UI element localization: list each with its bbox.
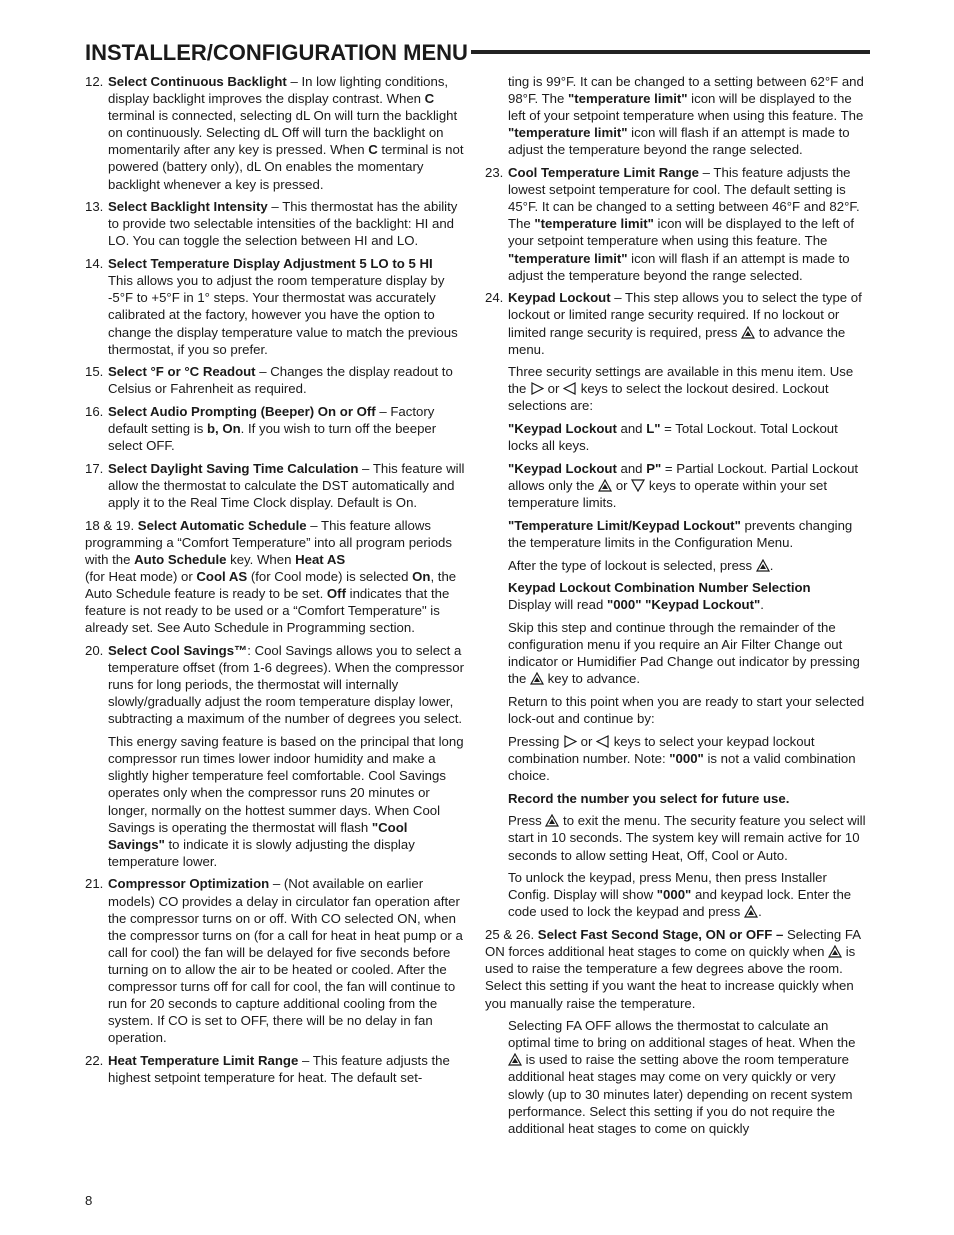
item-text: . If you wish to turn off the beeper select OFF.: [108, 421, 437, 454]
display-text: "Temperature Limit/Keypad Lockout": [508, 517, 741, 533]
item-text: .: [758, 904, 762, 920]
item-text: keys to operate within your set temperature limits.: [508, 478, 828, 511]
item-number: 15.: [85, 364, 104, 380]
left-triangle-icon: [563, 382, 577, 395]
list-item-25-26: [485, 926, 869, 1137]
item-text: keys to select your keypad lockout combination number. Note:: [508, 733, 815, 766]
item-title: Select Automatic Schedule: [137, 517, 307, 533]
item-text: keys to select the lockout desired. Lockout selections are:: [508, 381, 829, 414]
list-item-20: [85, 642, 465, 870]
item-text: – This feature will allow the thermostat to calculate the DST automatically and apply it to the Real Time Clock display. Default is On.: [108, 460, 465, 511]
up-triangle-icon: [545, 814, 559, 827]
item-text: is not a valid combination choice.: [508, 750, 856, 783]
list-item-23: [485, 164, 869, 284]
up-triangle-icon: [744, 905, 758, 918]
item-number: 21.: [85, 876, 104, 892]
item-text: – This feature adjusts the lowest setpoint temperature for cool. The default setting is 45°F. It can be changed to a setting between 46°F and 82°F. The: [508, 165, 860, 232]
display-text: P": [646, 460, 662, 476]
item-text: (for Heat mode) or: [85, 569, 197, 585]
item-title: Select °F or °C Readout: [108, 364, 256, 380]
display-text: "000" "Keypad Lockout": [606, 597, 761, 613]
emphasis-note: Record the number you select for future use.: [508, 790, 790, 806]
item-number: 23.: [485, 165, 504, 181]
item-title: Select Backlight Intensity: [108, 199, 268, 215]
default-value: b, On: [206, 421, 241, 437]
display-text: "temperature limit": [568, 91, 688, 107]
item-text: = Partial Lockout. Partial Lockout allows only the: [508, 460, 859, 494]
item-text: Return to this point when you are ready to start your selected lock-out and continue by:: [508, 694, 865, 727]
item-text: This allows you to adjust the room temperature display by -5°F to +5°F in 1° steps. Your thermostat was accurately calibrated at the factory, however you have the option to change the display temperature value to match the previous thermostat, if you so prefer.: [108, 273, 458, 357]
item-text: to indicate it is slowly adjusting the display temperature lower.: [108, 836, 415, 869]
item-text: This energy saving feature is based on the principal that long compressor run times lower indoor humidity and make a slightly higher temperature feel comfortable. Cool Savings operates only when the compressor runs 20 minutes or longer, normally on the hottest summer days. When Cool Savings is operating the thermostat will flash: [108, 734, 464, 835]
up-triangle-icon: [530, 672, 544, 685]
display-text: "000": [669, 750, 704, 766]
item-text: – In low lighting conditions, display backlight improves the display contrast. When: [108, 74, 449, 107]
item-number: 24.: [485, 290, 504, 306]
right-triangle-icon: [530, 382, 544, 395]
list-item-13: [85, 198, 465, 249]
item-title: Select Audio Prompting (Beeper) On or Off: [108, 404, 376, 420]
right-triangle-icon: [563, 735, 577, 748]
item-number: 25 & 26.: [485, 927, 538, 943]
list-item-17: [85, 460, 465, 511]
up-triangle-icon: [741, 326, 755, 339]
item-text: and: [616, 460, 647, 476]
down-triangle-icon: [631, 479, 645, 492]
item-text: Skip this step and continue through the remainder of the configuration menu if you require an Air Filter Change out indicator or Humidifier Pad Change out indicator by pressing the: [508, 620, 860, 687]
terminal-label: C: [424, 91, 435, 107]
item-text: – This feature allows programming a “Comfort Temperature” into all program periods with the: [85, 517, 452, 567]
item-title: Cool Temperature Limit Range: [508, 165, 699, 181]
item-number: 18 & 19.: [85, 517, 138, 533]
item-number: 14.: [85, 256, 104, 272]
display-text: "temperature limit": [508, 125, 628, 141]
display-text: "temperature limit": [534, 216, 654, 232]
item-text: to advance the menu.: [508, 324, 846, 357]
item-text: Display will read: [508, 597, 607, 613]
item-number: 17.: [85, 460, 104, 476]
item-text: : Cool Savings allows you to select a temperature offset (from 1-6 degrees). When the compressor runs for long periods, the thermostat will internally slowly/gradually adjust the room temperature display lower, subtracting a maximum of the number of degrees you select.: [108, 643, 464, 727]
list-item-21: [85, 875, 465, 1046]
item-text: icon will be displayed to the left of your setpoint temperature when using this feature. The: [508, 216, 855, 249]
left-triangle-icon: [596, 735, 610, 748]
item-text: key to advance.: [544, 671, 641, 687]
item-text: Pressing: [508, 733, 563, 749]
item-number: 20.: [85, 643, 104, 659]
display-text: "Cool Savings": [108, 819, 408, 852]
right-column: [485, 73, 869, 1142]
item-text: or: [576, 733, 597, 749]
item-text: – (Not available on earlier models) CO provides a delay in circulator fan operation after the compressor turns on or off. With CO selected ON, when the compressor turns on (for a call for heat in heat pump or a call for cool) the fan will be delayed for five seconds before turning on to allow the air to be heated or cooled. After the compressor turns off for call for cool, the fan will continue to run for 20 seconds to capture additional cooling from the system. If CO is set to OFF, there will be no delay in fan operation.: [108, 876, 463, 1046]
item-text: is used to raise the temperature a few degrees above the room. Select this setting if you want the heat to increase quickly when you manually raise the temperature.: [485, 944, 856, 1011]
item-text: Press: [508, 813, 546, 829]
up-triangle-icon: [508, 1053, 522, 1066]
item-text: indicates that the feature is not ready to be used or a “Comfort Temperature" is already set. See Auto Schedule in Programming section.: [85, 586, 450, 636]
sub-heading: Keypad Lockout Combination Number Selection: [508, 580, 811, 596]
item-title: Select Cool Savings™: [108, 643, 248, 659]
item-text: Selecting FA ON forces additional heat stages to come on quickly when: [485, 927, 861, 960]
item-text: icon will flash if an attempt is made to adjust the temperature beyond the range selected.: [508, 250, 850, 283]
item-text: to exit the menu. The security feature you select will start in 10 seconds. The system key will remain active for 10 seconds to allow setting Heat, Off, Cool or Auto.: [508, 813, 866, 863]
up-triangle-icon: [756, 559, 770, 572]
item-text: – This step allows you to select the type of lockout or limited range security required. If no lockout or limited range security is required, press: [508, 290, 862, 340]
item-text: .: [760, 597, 764, 613]
item-text: To unlock the keypad, press Menu, then press Installer Config. Display will show: [508, 870, 827, 903]
item-text: prevents changing the temperature limits in the Configuration Menu.: [508, 517, 853, 550]
item-title: Heat Temperature Limit Range: [108, 1053, 299, 1068]
page-title: INSTALLER/CONFIGURATION MENU: [85, 40, 468, 65]
list-item-15: [85, 363, 465, 397]
item-number: 22.: [85, 1053, 104, 1068]
state-on: On: [412, 569, 431, 585]
item-22-continued: [508, 73, 869, 158]
item-text: , the Auto Schedule feature is ready to be set.: [85, 569, 457, 602]
item-text: – Changes the display readout to Celsius or Fahrenheit as required.: [108, 364, 453, 397]
list-item-14: [85, 255, 465, 358]
item-text: After the type of lockout is selected, press: [508, 557, 756, 573]
mode-name: Heat AS: [295, 552, 346, 567]
up-triangle-icon: [828, 945, 842, 958]
item-text: or: [544, 381, 564, 397]
list-item-12: [85, 73, 465, 193]
item-text: icon will flash if an attempt is made to adjust the temperature beyond the range selected.: [508, 125, 850, 158]
item-text: icon will be displayed to the left of your setpoint temperature when using this feature. The: [508, 91, 864, 124]
item-title: Select Fast Second Stage, ON or OFF –: [537, 927, 784, 943]
list-item-16: [85, 403, 465, 454]
terminal-label: C: [368, 142, 378, 158]
up-triangle-icon: [598, 479, 612, 492]
display-text: L": [646, 421, 661, 437]
item-text: (for Cool mode) is selected: [247, 569, 413, 585]
item-text: key. When: [226, 552, 296, 567]
item-title: Select Temperature Display Adjustment 5 LO to 5 HI: [108, 256, 433, 272]
display-text: "Keypad Lockout: [508, 421, 617, 437]
page-number: 8: [85, 1193, 93, 1208]
list-item-22: [85, 1052, 465, 1086]
item-text: – Factory default setting is: [108, 404, 435, 437]
display-text: "temperature limit": [508, 250, 628, 266]
item-text: Three security settings are available in this menu item. Use the: [508, 364, 854, 397]
item-title: Select Daylight Saving Time Calculation: [108, 460, 359, 476]
left-column: [85, 73, 465, 1092]
item-text: – This thermostat has the ability to provide two selectable intensities of the backlight: HI and LO. You can toggle the selection between HI and LO.: [108, 199, 458, 249]
mode-name: Cool AS: [196, 569, 248, 585]
item-text: or: [612, 478, 632, 494]
item-text: and: [616, 421, 647, 437]
page-header: [85, 38, 870, 68]
item-number: 16.: [85, 404, 104, 420]
item-text: = Total Lockout. Total Lockout locks all keys.: [508, 421, 838, 454]
item-number: 13.: [85, 199, 104, 215]
list-item-24: [485, 289, 869, 920]
item-text: and keypad lock. Enter the code used to lock the keypad and press: [508, 887, 852, 920]
item-text: – This feature adjusts the highest setpoint temperature for heat. The default set-: [108, 1053, 450, 1086]
header-rule: [471, 50, 870, 54]
item-text: is used to raise the setting above the room temperature additional heat stages may come on very quickly or very slowly (up to 30 minutes later) depending on recent system performance. Select this setting if you do not require the additional heat stages to come on quickly: [508, 1052, 853, 1136]
display-text: "Keypad Lockout: [508, 460, 617, 476]
display-text: "000": [656, 887, 692, 903]
list-item-18-19: [85, 517, 465, 637]
item-title: Select Continuous Backlight: [108, 74, 287, 89]
item-number: 12.: [85, 74, 104, 89]
item-text: Selecting FA OFF allows the thermostat to calculate an optimal time to bring on additional stages of heat. When the: [508, 1018, 856, 1051]
item-text: .: [769, 557, 774, 573]
key-name: Auto Schedule: [134, 552, 227, 567]
item-title: Compressor Optimization: [108, 876, 270, 892]
item-text: terminal is not powered (battery only), dL On enables the momentary backlight whenever a key is pressed.: [108, 142, 464, 192]
item-text: ting is 99°F. It can be changed to a setting between 62°F and 98°F. The: [508, 74, 864, 107]
state-off: Off: [326, 586, 346, 602]
item-text: terminal is connected, selecting dL On will turn the backlight on continuously. Selecting dL Off will turn the backlight on momentarily after any key is pressed. When: [108, 108, 458, 158]
item-title: Keypad Lockout: [508, 290, 611, 306]
